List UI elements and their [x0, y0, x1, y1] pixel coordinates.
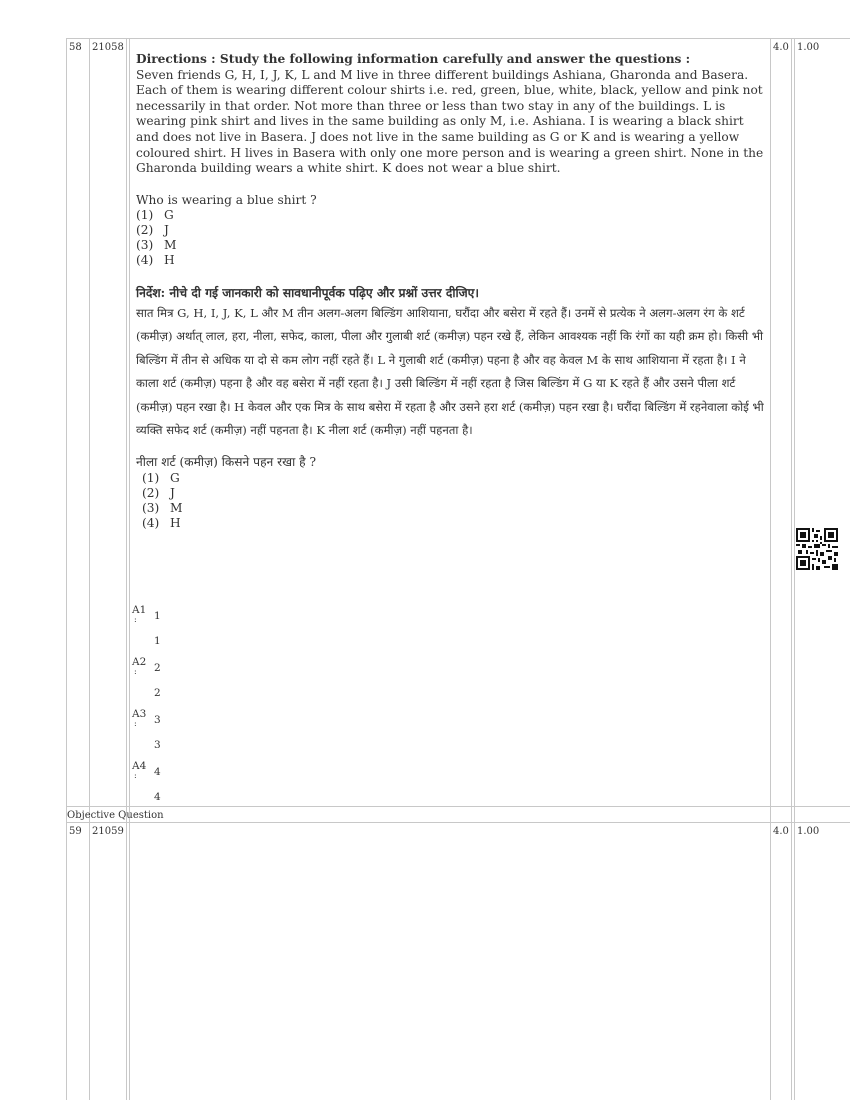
directions-heading-hi: निर्देश: नीचे दी गई जानकारी को सावधानीपूर्वक पढ़िए और प्रश्नों उत्तर दीजिए। — [136, 286, 480, 301]
option-item: (2) J — [136, 223, 169, 238]
question-body — [136, 52, 768, 531]
table-divider-qno — [89, 38, 90, 1100]
question-negative-marks: 1.00 — [797, 826, 820, 837]
table-divider-marks — [770, 38, 771, 1100]
qr-code-icon — [796, 528, 838, 570]
section-label: Objective Question — [67, 810, 164, 821]
table-divider-right — [794, 38, 795, 1100]
row-separator — [66, 806, 850, 807]
option-item: (1) G — [136, 208, 174, 223]
table-divider-neg — [791, 38, 792, 1100]
table-divider-body — [129, 38, 130, 1100]
question-text-en: Who is wearing a blue shirt ? — [136, 192, 317, 207]
table-divider-qid — [126, 38, 127, 1100]
table-border-left — [66, 38, 67, 1100]
options-list-en — [136, 208, 768, 268]
table-border-top — [66, 38, 850, 39]
option-item: (3) M — [142, 500, 183, 515]
option-item: (3) M — [136, 238, 177, 253]
question-negative-marks: 1.00 — [797, 42, 820, 53]
question-marks: 4.0 — [773, 42, 789, 53]
question-number: 59 — [69, 826, 82, 837]
option-item: (4) H — [136, 253, 175, 268]
question-number: 58 — [69, 42, 82, 53]
question-text-hi: नीला शर्ट (कमीज़) किसने पहन रखा है ? — [136, 454, 317, 469]
directions-paragraph-en: Seven friends G, H, I, J, K, L and M live in three different buildings Ashiana, Gharonda and Basera. Each of them is wearing different colour shirts i.e. red, green, blue, white, black, yellow and pink not necessarily in that order. Not more than three or less than two stay in any of the buildings. L is wearing pink shirt and lives in the same building as only M, i.e. Ashiana. I is wearing a black shirt and does not live in Basera. J does not live in the same building as G or K and is wearing a yellow coloured shirt. H lives in Basera with only one more person and is wearing a green shirt. None in the Gharonda building wears a white shirt. K does not wear a blue shirt. — [136, 67, 764, 176]
directions-heading-en: Directions : Study the following information carefully and answer the questions : — [136, 52, 691, 66]
question-id: 21059 — [92, 826, 124, 837]
row-separator — [66, 822, 850, 823]
options-list-hi — [142, 471, 768, 531]
option-item: (4) H — [142, 515, 181, 530]
question-marks: 4.0 — [773, 826, 789, 837]
directions-paragraph-hi: सात मित्र G, H, I, J, K, L और M तीन अलग-अलग बिल्डिंग आशियाना, घरौंदा और बसेरा में रहते हैं। उनमें से प्रत्येक ने अलग-अलग रंग के शर्ट (कमीज़) अर्थात् लाल, हरा, नीला, सफेद, काला, पीला और गुलाबी शर्ट (कमीज़) पहन रखे हैं, लेकिन आवश्यक नहीं कि रंगों का यही क्रम हो। किसी भी बिल्डिंग में तीन से अधिक या दो से कम लोग नहीं रहते हैं। L ने गुलाबी शर्ट (कमीज़) पहना है और वह केवल M के साथ आशियाना में रहता है। I ने काला शर्ट (कमीज़) पहना है और वह बसेरा में नहीं रहता है। J उसी बिल्डिंग में नहीं रहता है जिस बिल्डिंग में G या K रहते हैं और उसने पीला शर्ट (कमीज़) पहन रखा है। H केवल और एक मित्र के साथ बसेरा में रहता है और उसने हरा शर्ट (कमीज़) पहन रखा है। घरौंदा बिल्डिंग में रहनेवाला कोई भी व्यक्ति सफेद शर्ट (कमीज़) नहीं पहनता है। K नीला शर्ट (कमीज़) नहीं पहनता है। — [136, 305, 764, 438]
option-item: (1) G — [142, 470, 180, 485]
option-item: (2) J — [142, 485, 175, 500]
question-id: 21058 — [92, 42, 124, 53]
